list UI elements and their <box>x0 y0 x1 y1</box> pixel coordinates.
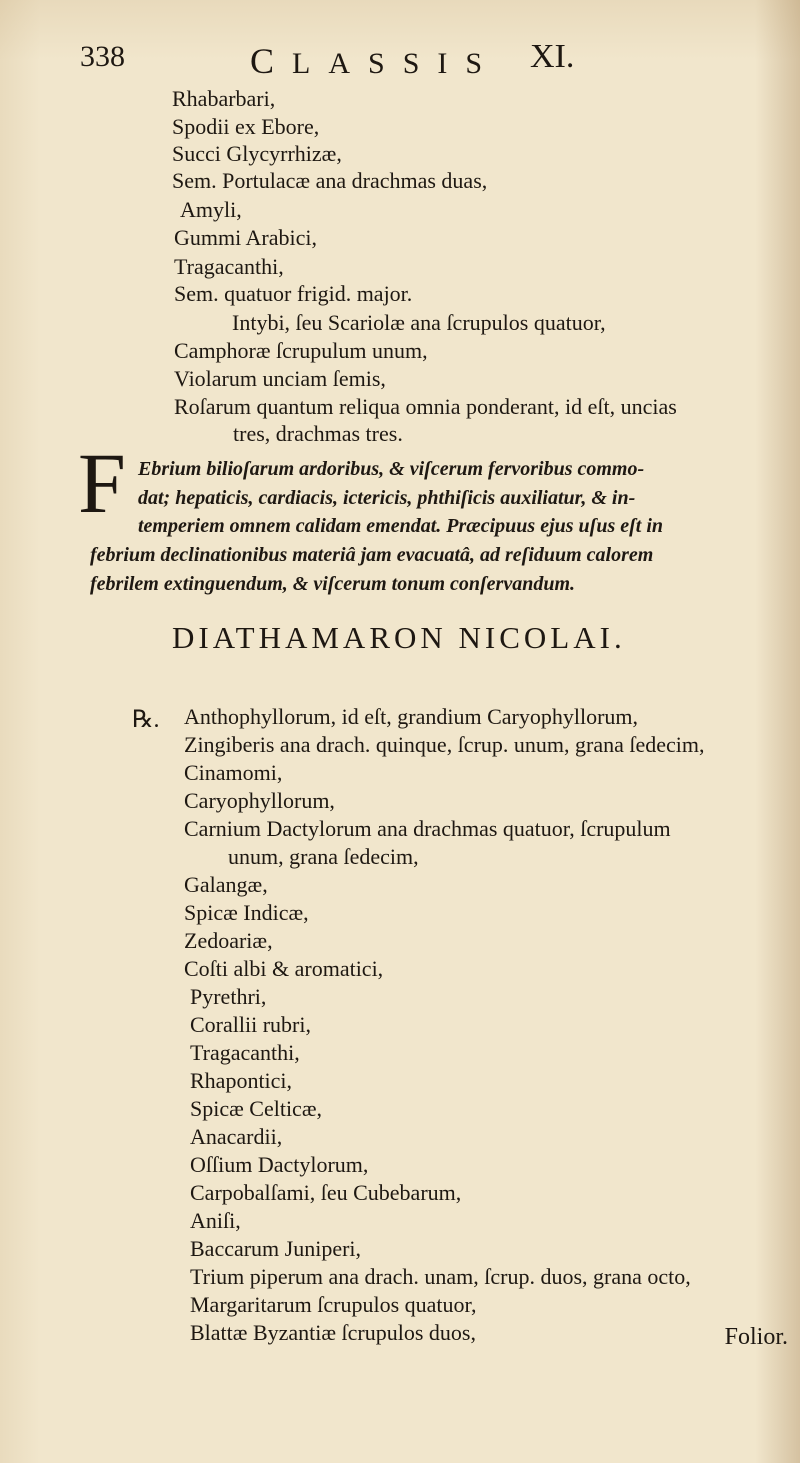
ingredient-line: Rhabarbari, <box>172 86 276 111</box>
section-title: DIATHAMARON NICOLAI. <box>172 620 626 655</box>
ingredient-line: Sem. Portulacæ ana drachmas duas, <box>172 168 488 193</box>
ingredient-line: Rhapontici, <box>190 1068 293 1093</box>
running-title-rest: LASSIS <box>292 47 501 80</box>
ingredient-line: Zingiberis ana drach. quinque, ſcrup. unum, grana ſedecim, <box>184 732 705 757</box>
catchword: Folior. <box>724 1324 788 1350</box>
ingredient-line: Oſſium Dactylorum, <box>190 1152 369 1177</box>
ingredient-line: Amyli, <box>180 197 242 222</box>
ingredient-line: Gummi Arabici, <box>174 225 317 250</box>
paragraph-line: temperiem omnem calidam emendat. Præcipuus ejus uſus eſt in <box>138 515 663 537</box>
ingredient-line: Spodii ex Ebore, <box>172 114 320 139</box>
ingredient-line: Galangæ, <box>184 872 268 897</box>
paragraph-line: febrium declinationibus materiâ jam evacuatâ, ad reſiduum calorem <box>90 544 654 566</box>
paragraph-line: Ebrium bilioſarum ardoribus, & viſcerum fervoribus commo- <box>138 458 645 480</box>
ingredient-line: Trium piperum ana drach. unam, ſcrup. duos, grana octo, <box>190 1264 691 1289</box>
class-number: XI. <box>530 38 575 75</box>
ingredient-line: Carnium Dactylorum ana drachmas quatuor, ſcrupulum <box>184 816 671 841</box>
running-title <box>250 40 500 82</box>
ingredient-line: Violarum unciam ſemis, <box>174 366 386 391</box>
ingredient-line: Sem. quatuor frigid. major. <box>174 281 413 306</box>
ingredient-line: Corallii rubri, <box>190 1012 311 1037</box>
drop-cap: F <box>78 435 126 531</box>
ingredient-line: Cinamomi, <box>184 760 283 785</box>
ingredient-line: Coſti albi & aromatici, <box>184 956 384 981</box>
ingredient-line: Zedoariæ, <box>184 928 273 953</box>
ingredient-line: Tragacanthi, <box>190 1040 300 1065</box>
ingredient-line: Spicæ Indicæ, <box>184 900 309 925</box>
ingredient-line: Anthophyllorum, id eſt, grandium Caryophyllorum, <box>184 704 639 729</box>
ingredient-line: Aniſi, <box>190 1208 241 1233</box>
ingredient-line: tres, drachmas tres. <box>233 421 403 446</box>
ingredient-line: Spicæ Celticæ, <box>190 1096 322 1121</box>
paragraph-line: febrilem extinguendum, & viſcerum tonum conſervandum. <box>90 573 576 595</box>
rx-symbol: ℞. <box>132 707 160 733</box>
ingredient-line: Pyrethri, <box>190 984 267 1009</box>
ingredient-line: Blattæ Byzantiæ ſcrupulos duos, <box>190 1320 476 1345</box>
ingredient-line: Baccarum Juniperi, <box>190 1236 362 1261</box>
ingredient-line: Intybi, ſeu Scariolæ ana ſcrupulos quatuor, <box>232 310 606 335</box>
ingredient-line: Margaritarum ſcrupulos quatuor, <box>190 1292 477 1317</box>
ingredient-line: Anacardii, <box>190 1124 283 1149</box>
running-header <box>80 30 780 80</box>
ingredient-line: Camphoræ ſcrupulum unum, <box>174 338 428 363</box>
ingredient-line: unum, grana ſedecim, <box>228 844 419 869</box>
ingredient-line: Roſarum quantum reliqua omnia ponderant, id eſt, uncias <box>174 394 677 419</box>
ingredient-line: Caryophyllorum, <box>184 788 335 813</box>
paragraph-line: dat; hepaticis, cardiacis, ictericis, phthiſicis auxiliatur, & in- <box>138 487 636 509</box>
running-title-initial: C <box>250 41 293 81</box>
page-number: 338 <box>80 40 125 73</box>
ingredient-line: Tragacanthi, <box>174 254 284 279</box>
ingredient-line: Succi Glycyrrhizæ, <box>172 141 342 166</box>
ingredient-line: Carpobalſami, ſeu Cubebarum, <box>190 1180 462 1205</box>
